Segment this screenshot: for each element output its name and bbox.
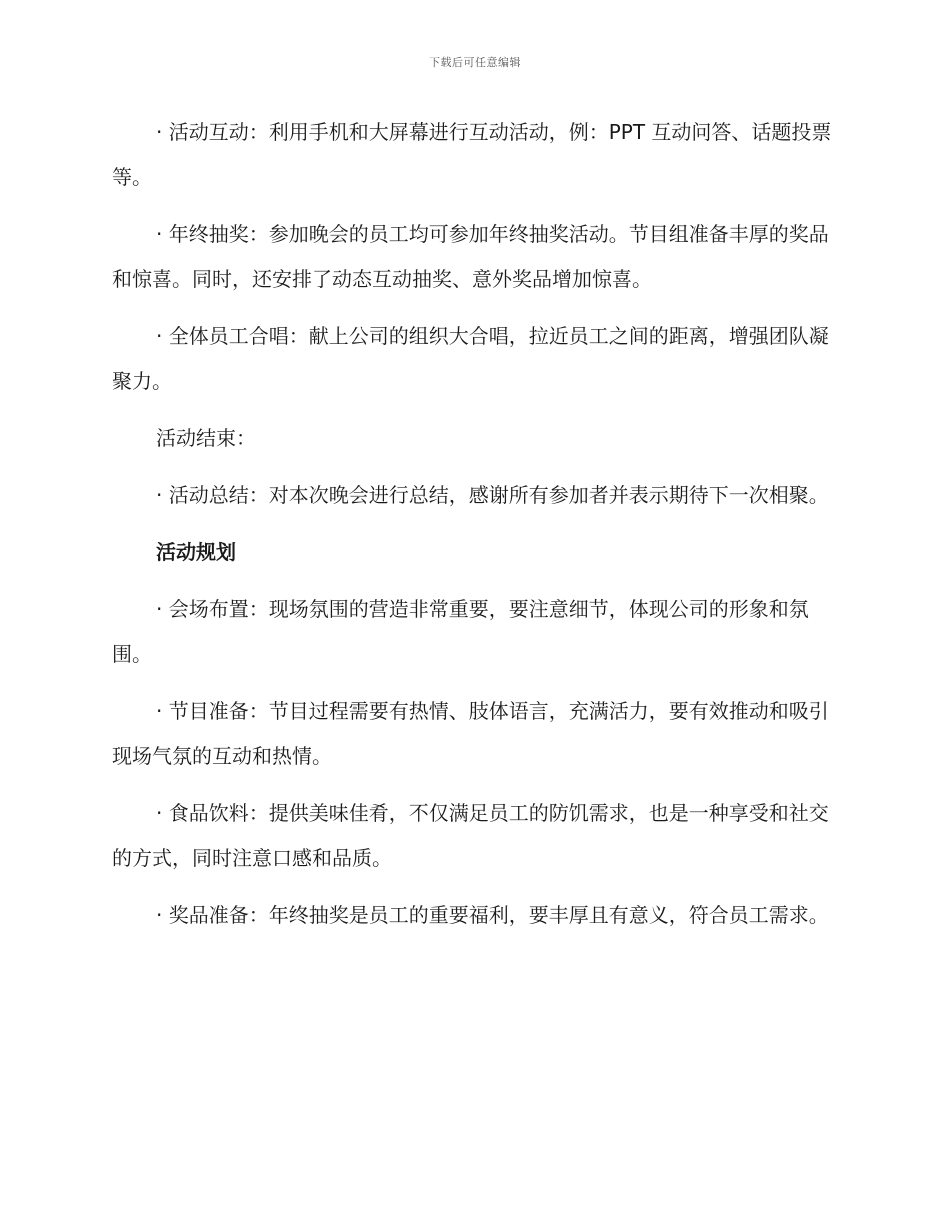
section-heading-activity-planning: 活动规划 <box>156 540 236 564</box>
paragraph-staff-chorus: · 全体员工合唱：献上公司的组织大合唱，拉近员工之间的距离，增强团队凝聚力。 <box>112 324 829 393</box>
paragraph-program-preparation: · 节目准备：节目过程需要有热情、肢体语言，充满活力，要有效推动和吸引现场气氛的互动和热情。 <box>112 699 829 768</box>
document-body <box>112 110 840 950</box>
paragraph-food-drinks: · 食品饮料：提供美味佳肴，不仅满足员工的防饥需求，也是一种享受和社交的方式，同时注意口感和品质。 <box>112 801 829 870</box>
paragraph-activity-summary: · 活动总结：对本次晚会进行总结，感谢所有参加者并表示期待下一次相聚。 <box>156 483 829 507</box>
paragraph-activity-end-label: 活动结束： <box>156 426 256 450</box>
header-note: 下载后可任意编辑 <box>429 56 521 69</box>
paragraph-activity-interaction: · 活动互动：利用手机和大屏幕进行互动活动，例：PPT 互动问答、话题投票等。 <box>112 120 832 189</box>
paragraph-annual-lottery: · 年终抽奖：参加晚会的员工均可参加年终抽奖活动。节目组准备丰厚的奖品和惊喜。同时，还安排了动态互动抽奖、意外奖品增加惊喜。 <box>112 222 829 291</box>
paragraph-prize-preparation: · 奖品准备：年终抽奖是员工的重要福利，要丰厚且有意义，符合员工需求。 <box>156 903 829 927</box>
paragraph-venue-setup: · 会场布置：现场氛围的营造非常重要，要注意细节，体现公司的形象和氛围。 <box>112 597 809 666</box>
